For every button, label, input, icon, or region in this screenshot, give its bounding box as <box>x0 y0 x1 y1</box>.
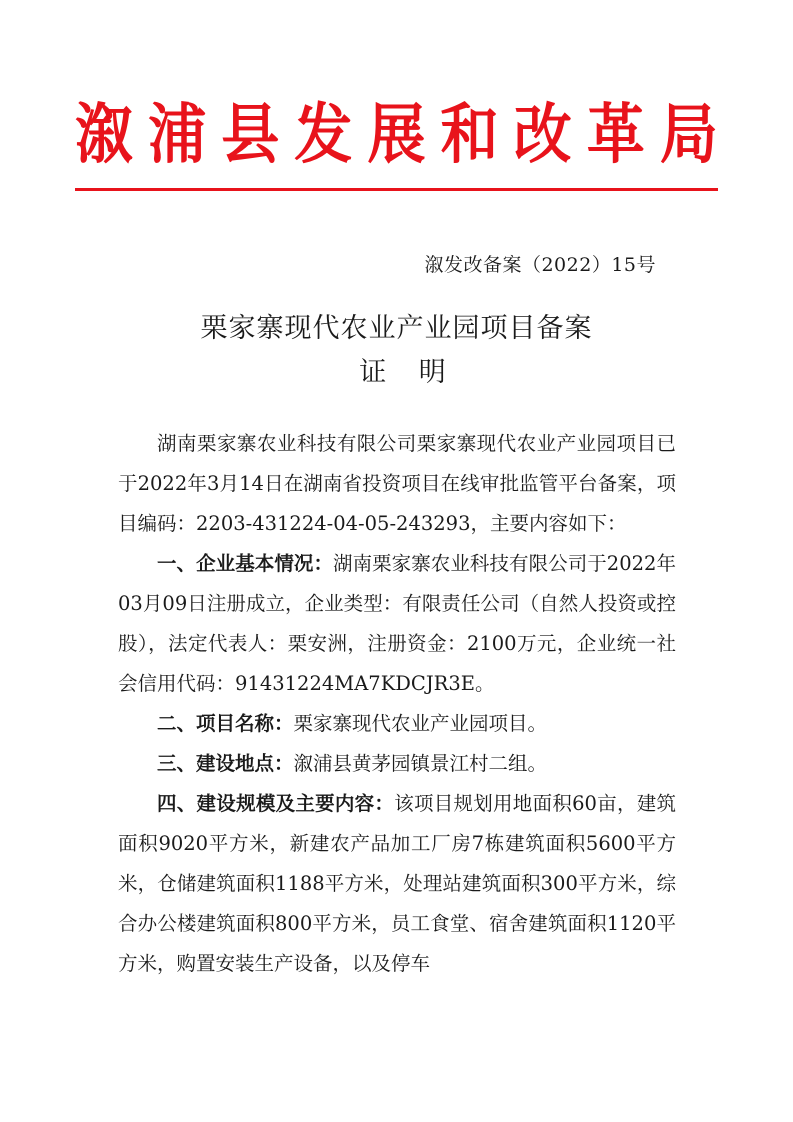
header-char: 改 <box>513 95 572 173</box>
section-text: 栗家寨现代农业产业园项目。 <box>293 712 548 735</box>
section-heading: 四、建设规模及主要内容： <box>157 792 395 815</box>
section-text: 溆浦县黄茅园镇景江村二组。 <box>293 752 548 775</box>
intro-paragraph: 湖南栗家寨农业科技有限公司栗家寨现代农业产业园项目已于2022年3月14日在湖南省投资项目在线审批监管平台备案，项目编码：2203-431224-04-05-243293，主要内容如下： <box>118 432 676 535</box>
section-heading: 三、建设地点： <box>157 752 294 775</box>
header-char: 革 <box>586 95 645 173</box>
section-heading: 一、企业基本情况： <box>157 552 334 575</box>
issuing-authority-header <box>75 94 718 174</box>
section-scale-content <box>118 784 676 984</box>
section-text: 湖南栗家寨农业科技有限公司于2022年03月09日注册成立，企业类型：有限责任公司（自然人投资或控股），法定代表人：栗安洲，注册资金：2100万元，企业统一社会信用代码：91431224MA7KDCJR3E。 <box>118 552 676 695</box>
header-char: 县 <box>221 95 280 173</box>
header-char: 溆 <box>75 95 134 173</box>
document-subtitle: 证 明 <box>359 357 458 388</box>
section-heading: 二、项目名称： <box>157 712 294 735</box>
header-char: 发 <box>294 95 353 173</box>
section-project-name <box>118 704 676 744</box>
section-text: 该项目规划用地面积60亩，建筑面积9020平方米，新建农产品加工厂房7栋建筑面积5600平方米，仓储建筑面积1188平方米，处理站建筑面积300平方米，综合办公楼建筑面积800平方米，员工食堂、宿舍建筑面积1120平方米，购置安装生产设备，以及停车 <box>118 792 676 975</box>
header-divider <box>75 188 718 191</box>
document-body <box>118 424 676 984</box>
document-title: 栗家寨现代农业产业园项目备案 <box>200 313 593 344</box>
header-char: 展 <box>367 95 426 173</box>
header-char: 浦 <box>148 95 207 173</box>
section-location <box>118 744 676 784</box>
section-company-info <box>118 544 676 704</box>
header-char: 和 <box>440 95 499 173</box>
document-number: 溆发改备案（2022）15号 <box>424 254 656 276</box>
header-char: 局 <box>659 95 718 173</box>
